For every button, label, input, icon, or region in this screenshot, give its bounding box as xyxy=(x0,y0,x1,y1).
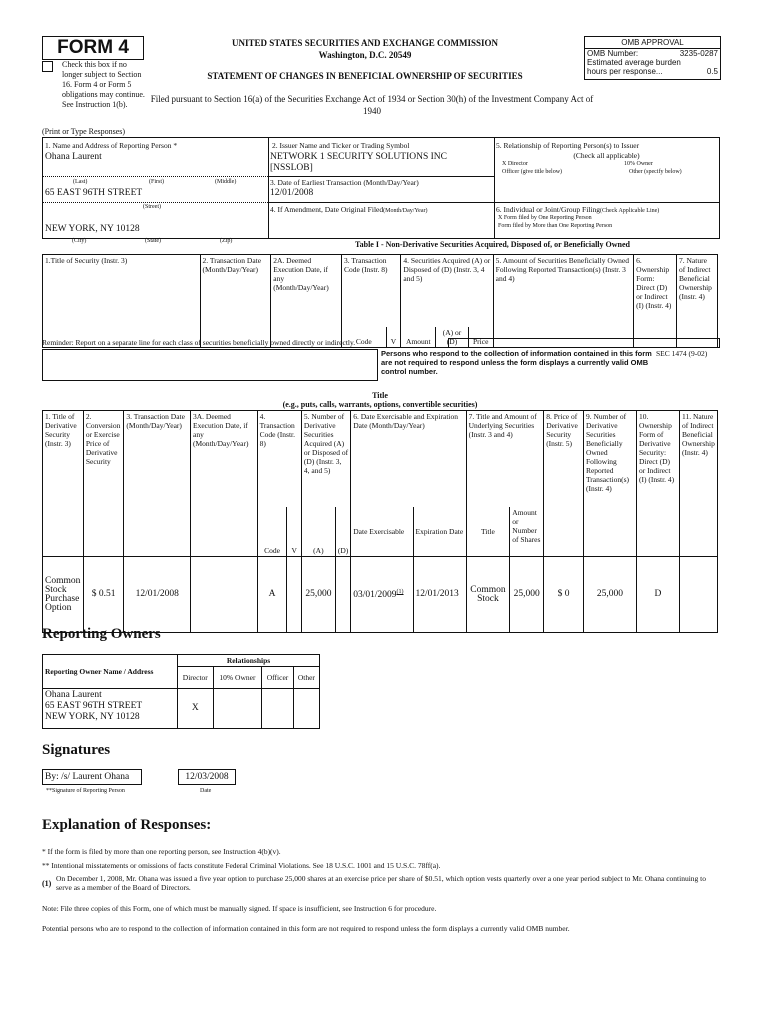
table1-title: Table I - Non-Derivative Securities Acquired, Disposed of, or Beneficially Owned xyxy=(355,240,630,249)
t2-row-code: A xyxy=(257,557,287,633)
t2-row-owned: 25,000 xyxy=(583,557,636,633)
t2-col-dprice: 8. Price of Derivative Security (Instr. 5) xyxy=(544,411,584,557)
t2-ulamount-head: Amount or Number of Shares xyxy=(510,507,544,557)
reminder-box xyxy=(448,338,720,348)
t1-price-head: Price xyxy=(468,327,493,348)
footnote-link[interactable]: (1) xyxy=(396,589,404,596)
note-three-copies: Note: File three copies of this Form, one of which must be manually signed. If space is insufficient, see Instruction 6 for procedure. xyxy=(42,904,437,913)
omb-number-label: OMB Number: xyxy=(587,49,639,58)
reporter-city: NEW YORK, NY 10128 xyxy=(45,224,140,234)
middle-label: (Middle) xyxy=(215,179,237,185)
t2-row-a: 25,000 xyxy=(301,557,335,633)
t1-amount-head: Amount xyxy=(401,327,436,348)
relationship-other: Other (specify below) xyxy=(629,169,682,175)
t1-col-code: 3. Transaction Code (Instr. 8) xyxy=(341,255,400,327)
issuer-ticker: [NSSLOB] xyxy=(270,163,313,173)
t2-a-head: (A) xyxy=(301,507,335,557)
amendment-label: 4. If Amendment, Date Original Filed xyxy=(270,205,384,214)
relationship-label: 5. Relationship of Reporting Person(s) to Issuer xyxy=(496,141,640,150)
reporting-owners-heading: Reporting Owners xyxy=(42,626,161,642)
reporter-label: 1. Name and Address of Reporting Person * xyxy=(45,141,178,150)
issuer-label: 2. Issuer Name and Ticker or Trading Symbol xyxy=(272,141,410,150)
t1-col-ownership: 6. Ownership Form: Direct (D) or Indirect (I) (Instr. 4) xyxy=(634,255,677,348)
print-type-note: (Print or Type Responses) xyxy=(42,127,126,136)
signature-label: **Signature of Reporting Person xyxy=(46,788,125,794)
form-title: FORM 4 xyxy=(42,36,144,60)
check-box-note: Check this box if no longer subject to Section 16. Form 4 or Form 5 obligations may continue. See Instruction 1(b). xyxy=(62,60,145,109)
explanation-heading: Explanation of Responses: xyxy=(42,817,212,833)
explanation-note-1: * If the form is filed by more than one reporting person, see Instruction 4(b)(v). xyxy=(42,847,281,856)
t2-col-price: 2. Conversion or Exercise Price of Derivative Security xyxy=(83,411,124,557)
relationship-owner: 10% Owner xyxy=(624,161,653,167)
t2-ultitle-head: Title xyxy=(466,507,510,557)
footnote-mark: (1) xyxy=(42,879,52,888)
t2-v-head: V xyxy=(287,507,301,557)
reminder: Reminder: Report on a separate line for each class of securities beneficially owned directly or indirectly. xyxy=(42,338,356,347)
signatures-heading: Signatures xyxy=(42,742,111,758)
t2-row-dateex: 03/01/2009 xyxy=(353,590,397,601)
last-label: (Last) xyxy=(73,179,88,185)
blank-box xyxy=(42,349,378,381)
t1-aord-head: (A) or (D) xyxy=(436,327,469,348)
street-label: (Street) xyxy=(143,204,161,210)
table1 xyxy=(42,254,718,348)
t2-row-title: Common Stock Purchase Option xyxy=(43,557,84,633)
amendment-section xyxy=(268,202,495,238)
filed-pursuant: Filed pursuant to Section 16(a) of the Securities Exchange Act of 1934 or Section 30(h) of the Investment Company Act of 1940 xyxy=(150,94,594,116)
ro-owner-street: 65 EAST 96TH STREET xyxy=(45,701,143,711)
state-label: (State) xyxy=(145,238,161,244)
filing-more: Form filed by More than One Reporting Person xyxy=(498,223,613,229)
no-longer-subject-checkbox[interactable] xyxy=(42,61,53,72)
omb-number: 3235-0287 xyxy=(679,49,718,58)
filing-one: X Form filed by One Reporting Person xyxy=(498,215,592,221)
table-row xyxy=(43,689,320,729)
t2-col-code: 4. Transaction Code (Instr. 8) xyxy=(257,411,301,507)
t2-code-head: Code xyxy=(257,507,287,557)
t2-col-title: 1. Title of Derivative Security (Instr. 3) xyxy=(43,411,84,557)
ro-owner-city: NEW YORK, NY 10128 xyxy=(45,712,140,722)
relationship-officer: Officer (give title below) xyxy=(502,169,563,175)
reporter-street: 65 EAST 96TH STREET xyxy=(45,188,143,198)
reporter-name: Ohana Laurent xyxy=(45,152,102,162)
footnote-text: On December 1, 2008, Mr. Ohana was issued a five year option to purchase 25,000 shares at an exercise price per share of $0.51, which option vests quarterly over a one year period subject to Mr. Ohana continuing to serve as a member of the Board of Directors. xyxy=(56,874,707,892)
signature-date-label: Date xyxy=(200,788,212,794)
t1-col-deemed: 2A. Deemed Execution Date, if any (Month/Day/Year) xyxy=(271,255,342,348)
t2-exp-head: Expiration Date xyxy=(413,507,466,557)
potential-persons-note: Potential persons who are to respond to the collection of information contained in this form are not required to respond unless the form displays a currently valid OMB number. xyxy=(42,924,570,933)
earliest-date: 12/01/2008 xyxy=(270,188,314,198)
table2 xyxy=(42,410,718,633)
ro-col-relationships: Relationships xyxy=(178,655,320,667)
earliest-section xyxy=(268,176,495,203)
table2-title: Title xyxy=(372,391,388,400)
omb-burden-label: Estimated average burden xyxy=(587,58,681,67)
ro-col-other: Other xyxy=(293,667,319,689)
t2-row-price: $ 0.51 xyxy=(83,557,124,633)
filing-section xyxy=(494,202,719,238)
t2-col-underlying: 7. Title and Amount of Underlying Securities (Instr. 3 and 4) xyxy=(466,411,544,507)
relationship-section xyxy=(494,138,719,203)
amendment-sublabel: (Month/Day/Year) xyxy=(383,208,428,214)
ro-col-name: Reporting Owner Name / Address xyxy=(43,655,178,689)
issuer-section xyxy=(268,138,495,177)
ro-col-director: Director xyxy=(178,667,214,689)
statement-title: STATEMENT OF CHANGES IN BENEFICIAL OWNERSHIP OF SECURITIES xyxy=(207,71,523,81)
t2-col-owned: 9. Number of Derivative Securities Beneficially Owned Following Reported Transaction(s) (Instr. 4) xyxy=(583,411,636,557)
t2-col-nature: 11. Nature of Indirect Beneficial Ownership (Instr. 4) xyxy=(679,411,717,557)
t2-d-head: (D) xyxy=(335,507,350,557)
t1-col-acquired: 4. Securities Acquired (A) or Disposed of (D) (Instr. 3, 4 and 5) xyxy=(401,255,493,327)
t2-row-date: 12/01/2008 xyxy=(124,557,191,633)
t2-row-dprice: $ 0 xyxy=(544,557,584,633)
t2-row-form: D xyxy=(636,557,679,633)
t2-col-number: 5. Number of Derivative Securities Acquired (A) or Disposed of (D) (Instr. 3, 4, and 5) xyxy=(301,411,350,507)
reporter-section xyxy=(43,138,269,238)
city-label: (City) xyxy=(72,238,87,244)
t1-col-date: 2. Transaction Date (Month/Day/Year) xyxy=(200,255,271,348)
t1-code-head: Code xyxy=(341,327,386,348)
t1-v-head: V xyxy=(386,327,401,348)
t2-col-deemed: 3A. Deemed Execution Date, if any (Month/Day/Year) xyxy=(191,411,258,557)
t2-col-form: 10. Ownership Form of Derivative Security: Direct (D) or Indirect (I) (Instr. 4) xyxy=(636,411,679,557)
t2-col-dates: 6. Date Exercisable and Expiration Date (Month/Day/Year) xyxy=(351,411,466,507)
table2-subtitle: (e.g., puts, calls, warrants, options, convertible securities) xyxy=(282,400,478,409)
omb-title: OMB APPROVAL xyxy=(585,37,720,49)
signature-date: 12/03/2008 xyxy=(178,769,236,785)
ro-col-officer: Officer xyxy=(262,667,293,689)
persons-note: Persons who respond to the collection of information contained in this form are not required to respond unless the form displays a currently valid OMB control number. xyxy=(381,349,652,376)
t2-row-exp: 12/01/2013 xyxy=(413,557,466,633)
omb-hours: 0.5 xyxy=(706,67,718,76)
filing-sublabel: (Check Applicable Line) xyxy=(599,208,660,214)
sec-code: SEC 1474 (9-02) xyxy=(656,349,708,358)
t2-row-ultitle: Common Stock xyxy=(466,557,510,633)
first-label: (First) xyxy=(149,179,164,185)
t1-col-amount: 5. Amount of Securities Beneficially Owned Following Reported Transaction(s) (Instr. 3 and 4) xyxy=(493,255,633,348)
t2-row-ulamount: 25,000 xyxy=(510,557,544,633)
agency-location: Washington, D.C. 20549 xyxy=(318,50,412,60)
ro-owner-name: Ohana Laurent xyxy=(45,690,102,700)
explanation-note-2: ** Intentional misstatements or omissions of facts constitute Federal Criminal Violations. See 18 U.S.C. 1001 and 15 U.S.C. 78ff(a). xyxy=(42,861,441,870)
t2-dateex-head: Date Exercisable xyxy=(351,507,413,557)
table-row xyxy=(43,557,718,633)
omb-approval-box xyxy=(584,36,721,80)
t1-col-title: 1.Title of Security (Instr. 3) xyxy=(43,255,201,348)
relationship-director: X Director xyxy=(502,161,528,167)
omb-hours-label: hours per response... xyxy=(587,67,663,76)
t1-col-nature: 7. Nature of Indirect Beneficial Ownership (Instr. 4) xyxy=(677,255,718,348)
earliest-label: 3. Date of Earliest Transaction (Month/Day/Year) xyxy=(270,178,419,187)
reporting-owners-table xyxy=(42,654,320,729)
ro-director-mark: X xyxy=(178,689,214,729)
issuer-name: NETWORK 1 SECURITY SOLUTIONS INC xyxy=(270,152,447,162)
ro-col-owner: 10% Owner xyxy=(213,667,262,689)
signature-by: By: /s/ Laurent Ohana xyxy=(42,769,142,785)
relationship-sub: (Check all applicable) xyxy=(573,151,640,160)
zip-label: (Zip) xyxy=(220,238,233,244)
info-block xyxy=(42,137,720,239)
agency-name: UNITED STATES SECURITIES AND EXCHANGE COMMISSION xyxy=(232,38,498,48)
t2-col-date: 3. Transaction Date (Month/Day/Year) xyxy=(124,411,191,557)
filing-label: 6. Individual or Joint/Group Filing xyxy=(496,205,600,214)
